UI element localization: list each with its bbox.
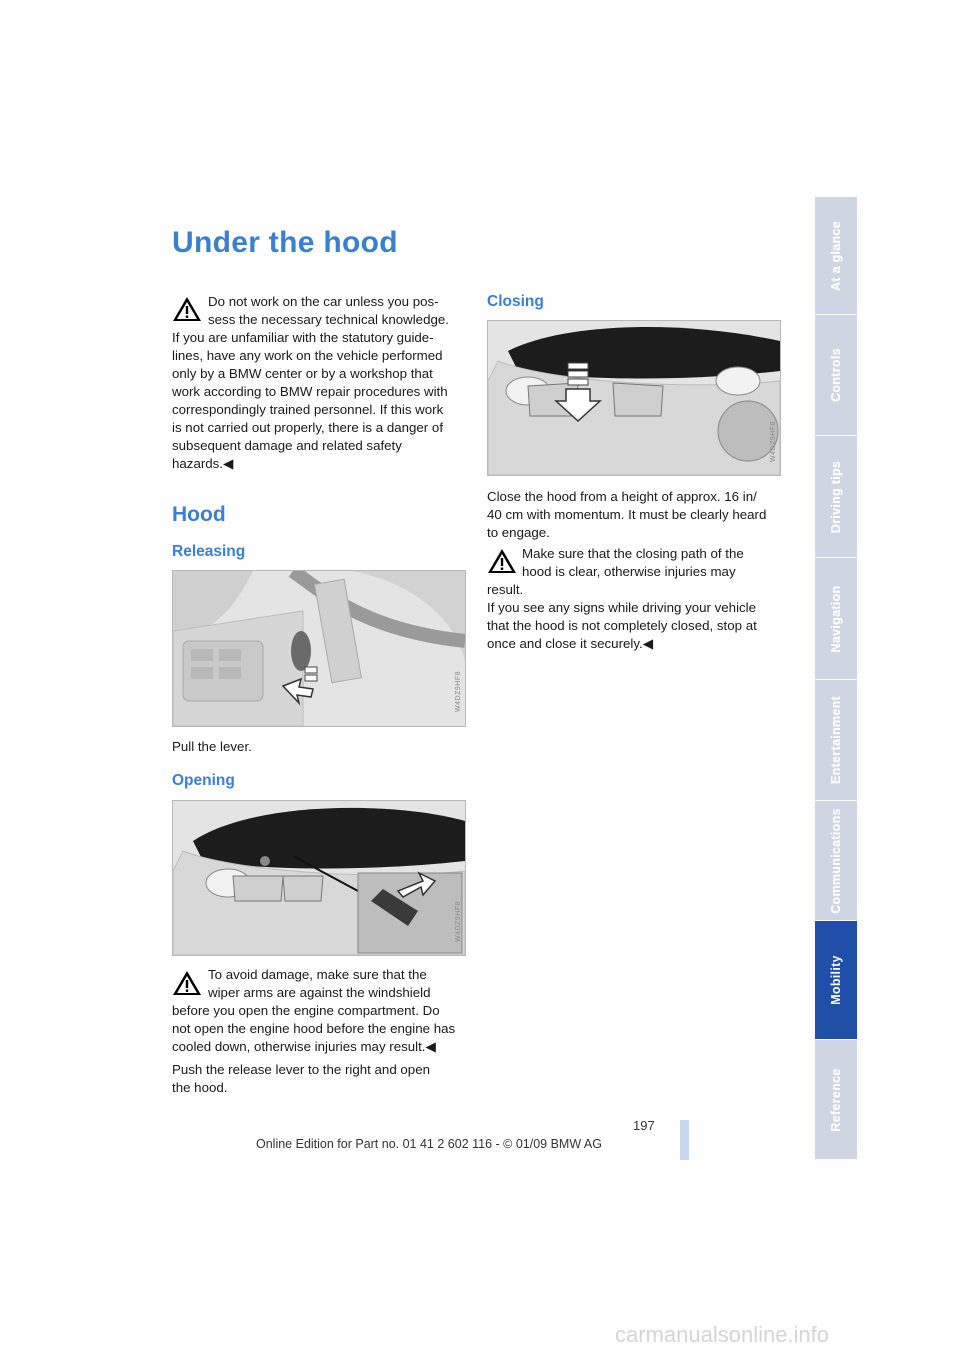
closing-warning-line-6: once and close it securely.◀ [487, 636, 653, 651]
tab-at-a-glance[interactable] [815, 197, 857, 315]
closing-image-code: W4DZ9HF8 [770, 421, 777, 462]
tab-label: Controls [829, 348, 843, 402]
closing-text-line-1: Close the hood from a height of approx. 16 in/ [487, 489, 757, 504]
tab-mobility[interactable] [815, 921, 857, 1040]
opening-warning-line-3: before you open the engine compartment. Do [172, 1003, 440, 1018]
closing-warning-line-2: hood is clear, otherwise injuries may [522, 564, 736, 579]
warning-icon [487, 548, 517, 574]
page-title: Under the hood [172, 226, 398, 259]
tab-label: Driving tips [829, 460, 843, 533]
opening-text-line-1: Push the release lever to the right and open [172, 1062, 430, 1077]
opening-warning-line-2: wiper arms are against the windshield [208, 985, 431, 1000]
watermark: carmanualsonline.info [615, 1322, 830, 1347]
releasing-illustration [173, 571, 465, 726]
tab-label: Reference [829, 1067, 843, 1132]
intro-warning-line-5: only by a BMW center or by a workshop that [172, 366, 433, 381]
closing-text-line-2: 40 cm with momentum. It must be clearly heard [487, 507, 767, 522]
closing-text-line-3: to engage. [487, 525, 550, 540]
intro-warning-line-6: work according to BMW repair procedures with [172, 384, 448, 399]
releasing-heading: Releasing [172, 543, 246, 560]
tab-label: Entertainment [829, 696, 843, 784]
tab-driving-tips[interactable] [815, 436, 857, 558]
closing-warning-line-5: that the hood is not completely closed, stop at [487, 618, 757, 633]
tab-label: At a glance [829, 220, 843, 291]
opening-image-code: W4DZ9HF8 [455, 901, 462, 942]
releasing-text: Pull the lever. [172, 739, 252, 754]
tab-communications[interactable] [815, 801, 857, 921]
tab-entertainment[interactable] [815, 680, 857, 801]
intro-warning-line-1: Do not work on the car unless you pos- [208, 294, 439, 309]
intro-warning-line-2: sess the necessary technical knowledge. [208, 312, 449, 327]
intro-warning-line-8: is not carried out properly, there is a danger of [172, 420, 444, 435]
closing-warning-line-4: If you see any signs while driving your vehicle [487, 600, 757, 615]
closing-heading: Closing [487, 293, 544, 310]
intro-warning-line-7: correspondingly trained personnel. If this work [172, 402, 444, 417]
tab-navigation[interactable] [815, 558, 857, 680]
intro-warning-line-4: lines, have any work on the vehicle performed [172, 348, 443, 363]
tab-controls[interactable] [815, 315, 857, 436]
opening-warning-line-5: cooled down, otherwise injuries may result.◀ [172, 1039, 436, 1054]
opening-text-line-2: the hood. [172, 1080, 228, 1095]
closing-warning-line-3: result. [487, 582, 524, 597]
opening-illustration [173, 801, 465, 955]
opening-figure [172, 800, 466, 956]
page-number: 197 [633, 1118, 655, 1133]
opening-heading: Opening [172, 772, 235, 789]
closing-figure [487, 320, 781, 476]
opening-warning-line-4: not open the engine hood before the engine has [172, 1021, 456, 1036]
warning-icon [172, 970, 202, 996]
intro-warning-line-10: hazards.◀ [172, 456, 234, 471]
tab-label: Mobility [829, 955, 843, 1005]
footer-bar [680, 1120, 689, 1160]
releasing-image-code: W4DZ9HF8 [455, 671, 462, 712]
opening-warning-line-1: To avoid damage, make sure that the [208, 967, 427, 982]
footer-text: Online Edition for Part no. 01 41 2 602 116 - © 01/09 BMW AG [256, 1137, 602, 1151]
releasing-figure [172, 570, 466, 727]
tab-label: Navigation [829, 585, 843, 652]
closing-illustration [488, 321, 780, 475]
hood-section-heading: Hood [172, 503, 226, 526]
tab-label: Communications [829, 807, 843, 914]
tab-reference[interactable] [815, 1040, 857, 1160]
warning-icon [172, 296, 202, 322]
intro-warning-line-3: If you are unfamiliar with the statutory guide- [172, 330, 434, 345]
intro-warning-line-9: subsequent damage and related safety [172, 438, 402, 453]
closing-warning-line-1: Make sure that the closing path of the [522, 546, 744, 561]
